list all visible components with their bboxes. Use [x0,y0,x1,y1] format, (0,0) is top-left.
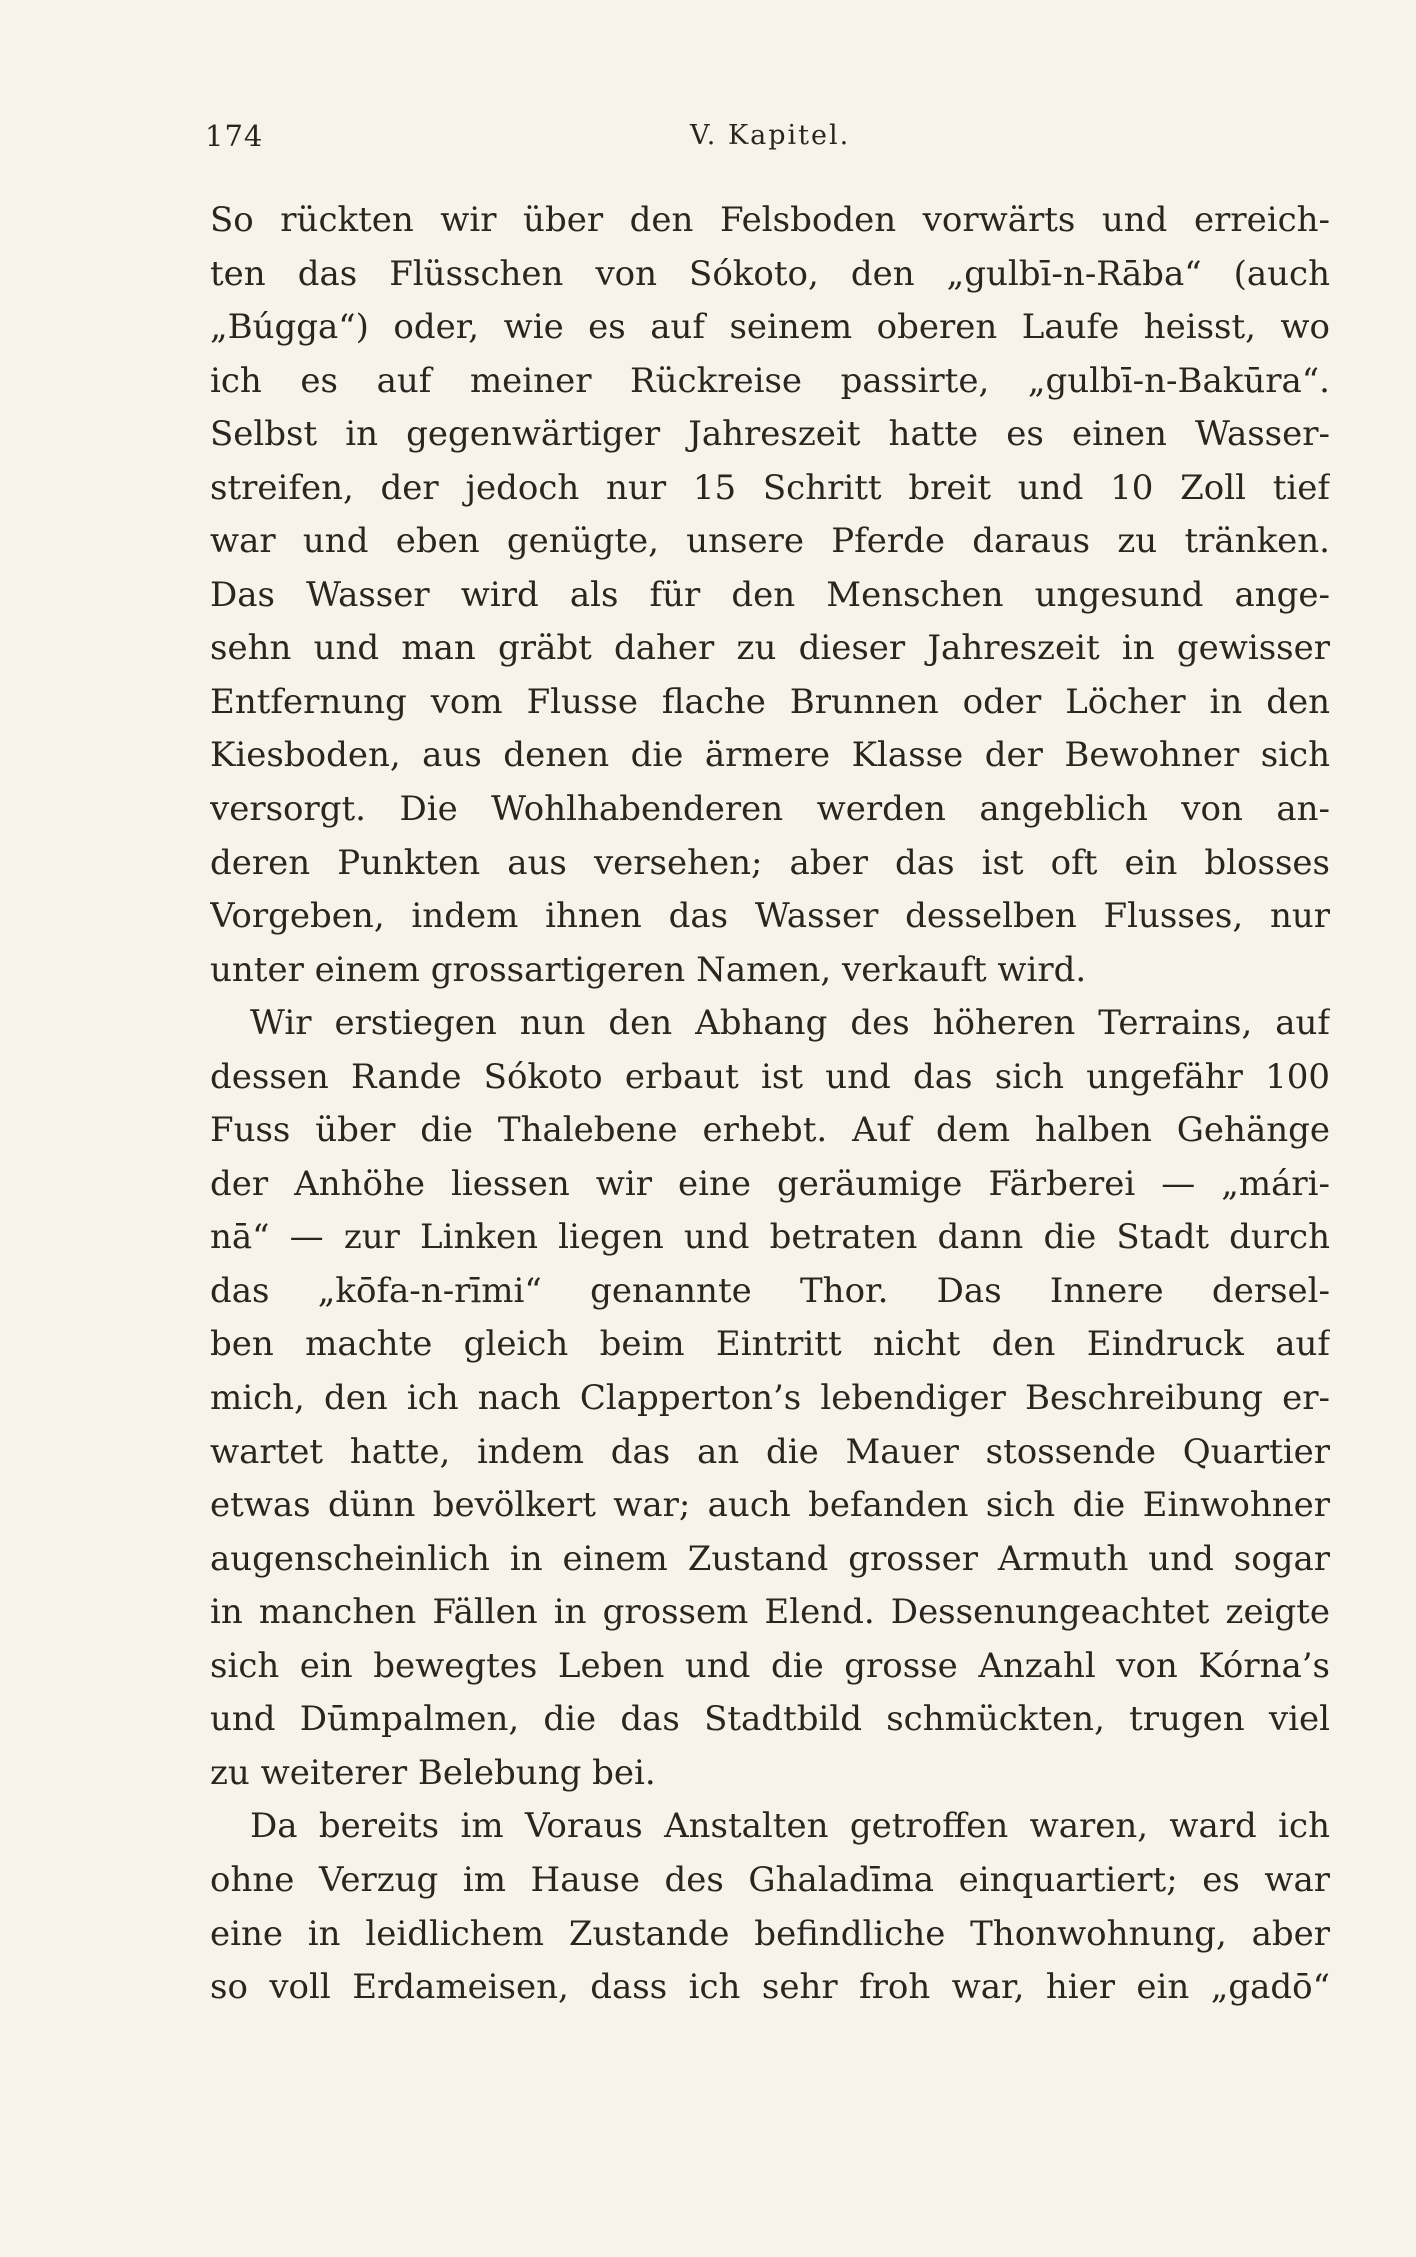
paragraph-3 [210,1800,1330,2014]
text-line: Fuss über die Thalebene erhebt. Auf dem halben Gehänge [210,1110,1330,1151]
text-line: dessen Rande Sókoto erbaut ist und das sich ungefähr 100 [210,1056,1330,1097]
text-line: Entfernung vom Flusse flache Brunnen oder Löcher in den [210,681,1330,722]
text-line: streifen, der jedoch nur 15 Schritt breit und 10 Zoll tief [210,467,1330,508]
text-line: eine in leidlichem Zustande befindliche Thonwohnung, aber [210,1913,1330,1954]
text-line: und Dūmpalmen, die das Stadtbild schmückten, trugen viel [210,1699,1330,1740]
text-line: sich ein bewegtes Leben und die grosse Anzahl von Kórna’s [210,1645,1330,1686]
text-line: zu weiterer Belebung bei. [210,1752,656,1793]
text-line: in manchen Fällen in grossem Elend. Dessenungeachtet zeigte [210,1592,1330,1633]
text-line: Vorgeben, indem ihnen das Wasser desselben Flusses, nur [210,896,1330,937]
text-line: ich es auf meiner Rückreise passirte, „gulbī-n-Bakūra“. [210,360,1330,401]
text-line: Das Wasser wird als für den Menschen ungesund ange- [210,574,1330,615]
text-line: ben machte gleich beim Eintritt nicht den Eindruck auf [210,1324,1330,1365]
text-line: wartet hatte, indem das an die Mauer stossende Quartier [210,1431,1330,1472]
text-line: das „kōfa-n-rīmi“ genannte Thor. Das Innere dersel- [210,1270,1330,1311]
text-line: deren Punkten aus versehen; aber das ist oft ein blosses [210,842,1330,883]
page-number: 174 [205,119,264,153]
text-line: augenscheinlich in einem Zustand grosser Armuth und sogar [210,1538,1330,1579]
text-line: versorgt. Die Wohlhabenderen werden angeblich von an- [210,789,1330,830]
text-line: ten das Flüsschen von Sókoto, den „gulbī-n-Rāba“ (auch [210,253,1330,294]
text-line: etwas dünn bevölkert war; auch befanden sich die Einwohner [210,1485,1330,1526]
text-line: Selbst in gegenwärtiger Jahreszeit hatte es einen Wasser- [210,414,1330,455]
text-line: So rückten wir über den Felsboden vorwärts und erreich- [210,200,1330,240]
page-header [205,116,1330,156]
paragraph-1 [210,194,1330,997]
text-line: Kiesboden, aus denen die ärmere Klasse der Bewohner sich [210,735,1330,776]
text-line: mich, den ich nach Clapperton’s lebendiger Beschreibung er- [210,1378,1330,1419]
text-line: „Búgga“) oder, wie es auf seinem oberen Laufe heisst, wo [210,307,1330,348]
text-line: unter einem grossartigeren Namen, verkauft wird. [210,949,1087,990]
text-line: Wir erstiegen nun den Abhang des höheren Terrains, auf [250,1003,1330,1044]
running-head: V. Kapitel. [690,120,851,151]
text-line: Da bereits im Voraus Anstalten getroffen waren, ward ich [250,1806,1330,1847]
paragraph-2 [210,997,1330,1800]
text-line: so voll Erdameisen, dass ich sehr froh war, hier ein „gadō“ [210,1967,1330,2008]
text-line: war und eben genügte, unsere Pferde daraus zu tränken. [210,521,1330,562]
text-line: sehn und man gräbt daher zu dieser Jahreszeit in gewisser [210,628,1330,669]
text-line: nā“ — zur Linken liegen und betraten dann die Stadt durch [210,1217,1330,1258]
body-text [210,194,1330,2015]
text-line: ohne Verzug im Hause des Ghaladīma einquartiert; es war [210,1859,1330,1900]
text-line: der Anhöhe liessen wir eine geräumige Färberei — „mári- [210,1163,1330,1204]
